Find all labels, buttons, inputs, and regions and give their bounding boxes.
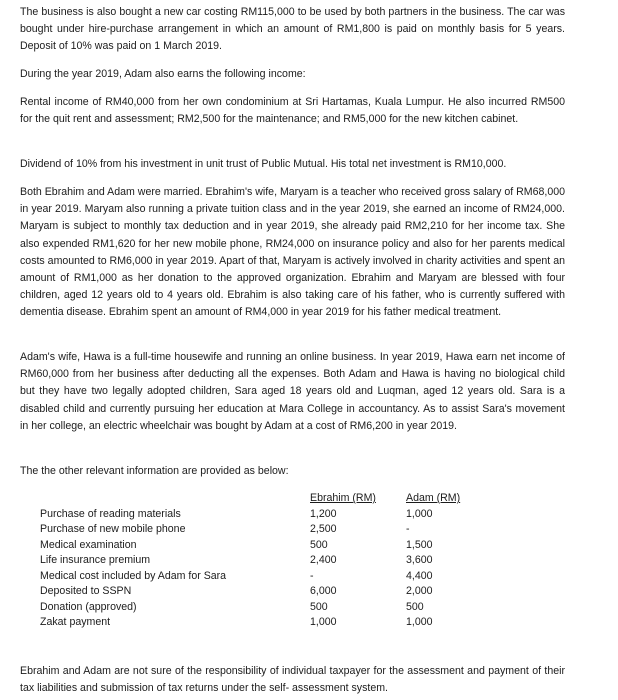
table-cell-adam: 500 bbox=[406, 600, 424, 613]
table-header-ebrahim: Ebrahim (RM) bbox=[310, 492, 376, 504]
table-cell-adam: - bbox=[406, 523, 410, 535]
table-cell-adam: 1,000 bbox=[406, 616, 433, 628]
table-cell-item: Medical cost included by Adam for Sara bbox=[40, 569, 227, 582]
table-cell-item: Medical examination bbox=[40, 538, 137, 551]
table-row bbox=[40, 538, 486, 554]
table-cell-ebrahim: 500 bbox=[310, 600, 328, 613]
table-cell-adam: 3,600 bbox=[406, 554, 433, 566]
paragraph-ebrahim-family: Both Ebrahim and Adam were married. Ebrahim's wife, Maryam is a teacher who received gross salary of RM68,000 in year 2019. Maryam also running a private tuition class and in the year 2019, she earned an income of RM24,000. Maryam is subject to monthly tax deduction and in year 2019, she already paid RM2,210 for her income tax. She also expended RM1,620 for her new mobile phone, RM24,000 on insurance policy and also for her parents medical costs amounted to RM6,000 in year 2019. Apart of that, Maryam is actively involved in charity activities and spent an amount of RM1,000 as her donation to the approved organization. Ebrahim and Maryam are blessed with four children, aged 12 years old to 4 years old. Ebrahim is also taking care of his father, who is currently suffered with dementia disease. Ebrahim spent an amount of RM4,000 in year 2019 for his father medical treatment. bbox=[20, 186, 565, 319]
table-cell-item: Purchase of new mobile phone bbox=[40, 523, 186, 535]
table-header-item bbox=[40, 491, 310, 507]
table-cell-item: Life insurance premium bbox=[40, 554, 151, 566]
relevant-information-table bbox=[40, 491, 486, 631]
table-header-row bbox=[40, 491, 486, 507]
paragraph-dividend: Dividend of 10% from his investment in unit trust of Public Mutual. His total net investment is RM10,000. bbox=[20, 158, 507, 170]
table-cell-adam: 4,400 bbox=[406, 569, 433, 582]
table-row bbox=[40, 553, 486, 569]
table-row bbox=[40, 569, 486, 585]
table-cell-ebrahim: 1,200 bbox=[310, 507, 337, 520]
table-cell-ebrahim: - bbox=[310, 569, 314, 582]
table-cell-ebrahim: 2,500 bbox=[310, 523, 337, 535]
table-row bbox=[40, 600, 486, 616]
table-cell-ebrahim: 6,000 bbox=[310, 585, 337, 597]
table-row bbox=[40, 615, 486, 631]
table-cell-adam: 1,000 bbox=[406, 507, 433, 520]
table-cell-item: Deposited to SSPN bbox=[40, 585, 132, 597]
table-cell-item: Donation (approved) bbox=[40, 600, 137, 613]
table-cell-ebrahim: 2,400 bbox=[310, 554, 337, 566]
table-cell-ebrahim: 500 bbox=[310, 538, 328, 551]
paragraph-income-intro: During the year 2019, Adam also earns the following income: bbox=[20, 68, 306, 80]
paragraph-closing: Ebrahim and Adam are not sure of the responsibility of individual taxpayer for the assessment and payment of their tax liabilities and submission of tax returns under the self- assessment system. bbox=[20, 665, 565, 695]
table-cell-ebrahim: 1,000 bbox=[310, 616, 337, 628]
table-cell-adam: 1,500 bbox=[406, 538, 433, 551]
table-row bbox=[40, 507, 486, 523]
table-row bbox=[40, 584, 486, 600]
table-row bbox=[40, 522, 486, 538]
table-cell-adam: 2,000 bbox=[406, 585, 433, 597]
table-header-adam: Adam (RM) bbox=[406, 492, 461, 504]
paragraph-car-purchase: The business is also bought a new car costing RM115,000 to be used by both partners in the business. The car was bought under hire-purchase arrangement in which an amount of RM1,800 is paid on monthly basis for 5 years. Deposit of 10% was paid on 1 March 2019. bbox=[20, 6, 565, 53]
paragraph-rental-income: Rental income of RM40,000 from her own condominium at Sri Hartamas, Kuala Lumpur. He also incurred RM500 for the quit rent and assessment; RM2,500 for the maintenance; and RM5,000 for the new kitchen cabinet. bbox=[20, 96, 565, 126]
paragraph-other-info: The the other relevant information are provided as below: bbox=[20, 465, 289, 477]
table-cell-item: Zakat payment bbox=[40, 616, 111, 628]
table-cell-item: Purchase of reading materials bbox=[40, 507, 181, 520]
paragraph-adam-family: Adam's wife, Hawa is a full-time housewife and running an online business. In year 2019, Hawa earn net income of RM60,000 from her business after deducting all the expenses. Both Adam and Hawa is having no biological child but they have two legally adopted children, Sara aged 18 years old and Luqman, aged 12 years old. Sara is a disabled child and currently pursuing her education at Mara College in accountancy. As to assist Sara's movement in her college, an electric wheelchair was bought by Adam at a cost of RM6,200 in year 2019. bbox=[20, 351, 565, 432]
